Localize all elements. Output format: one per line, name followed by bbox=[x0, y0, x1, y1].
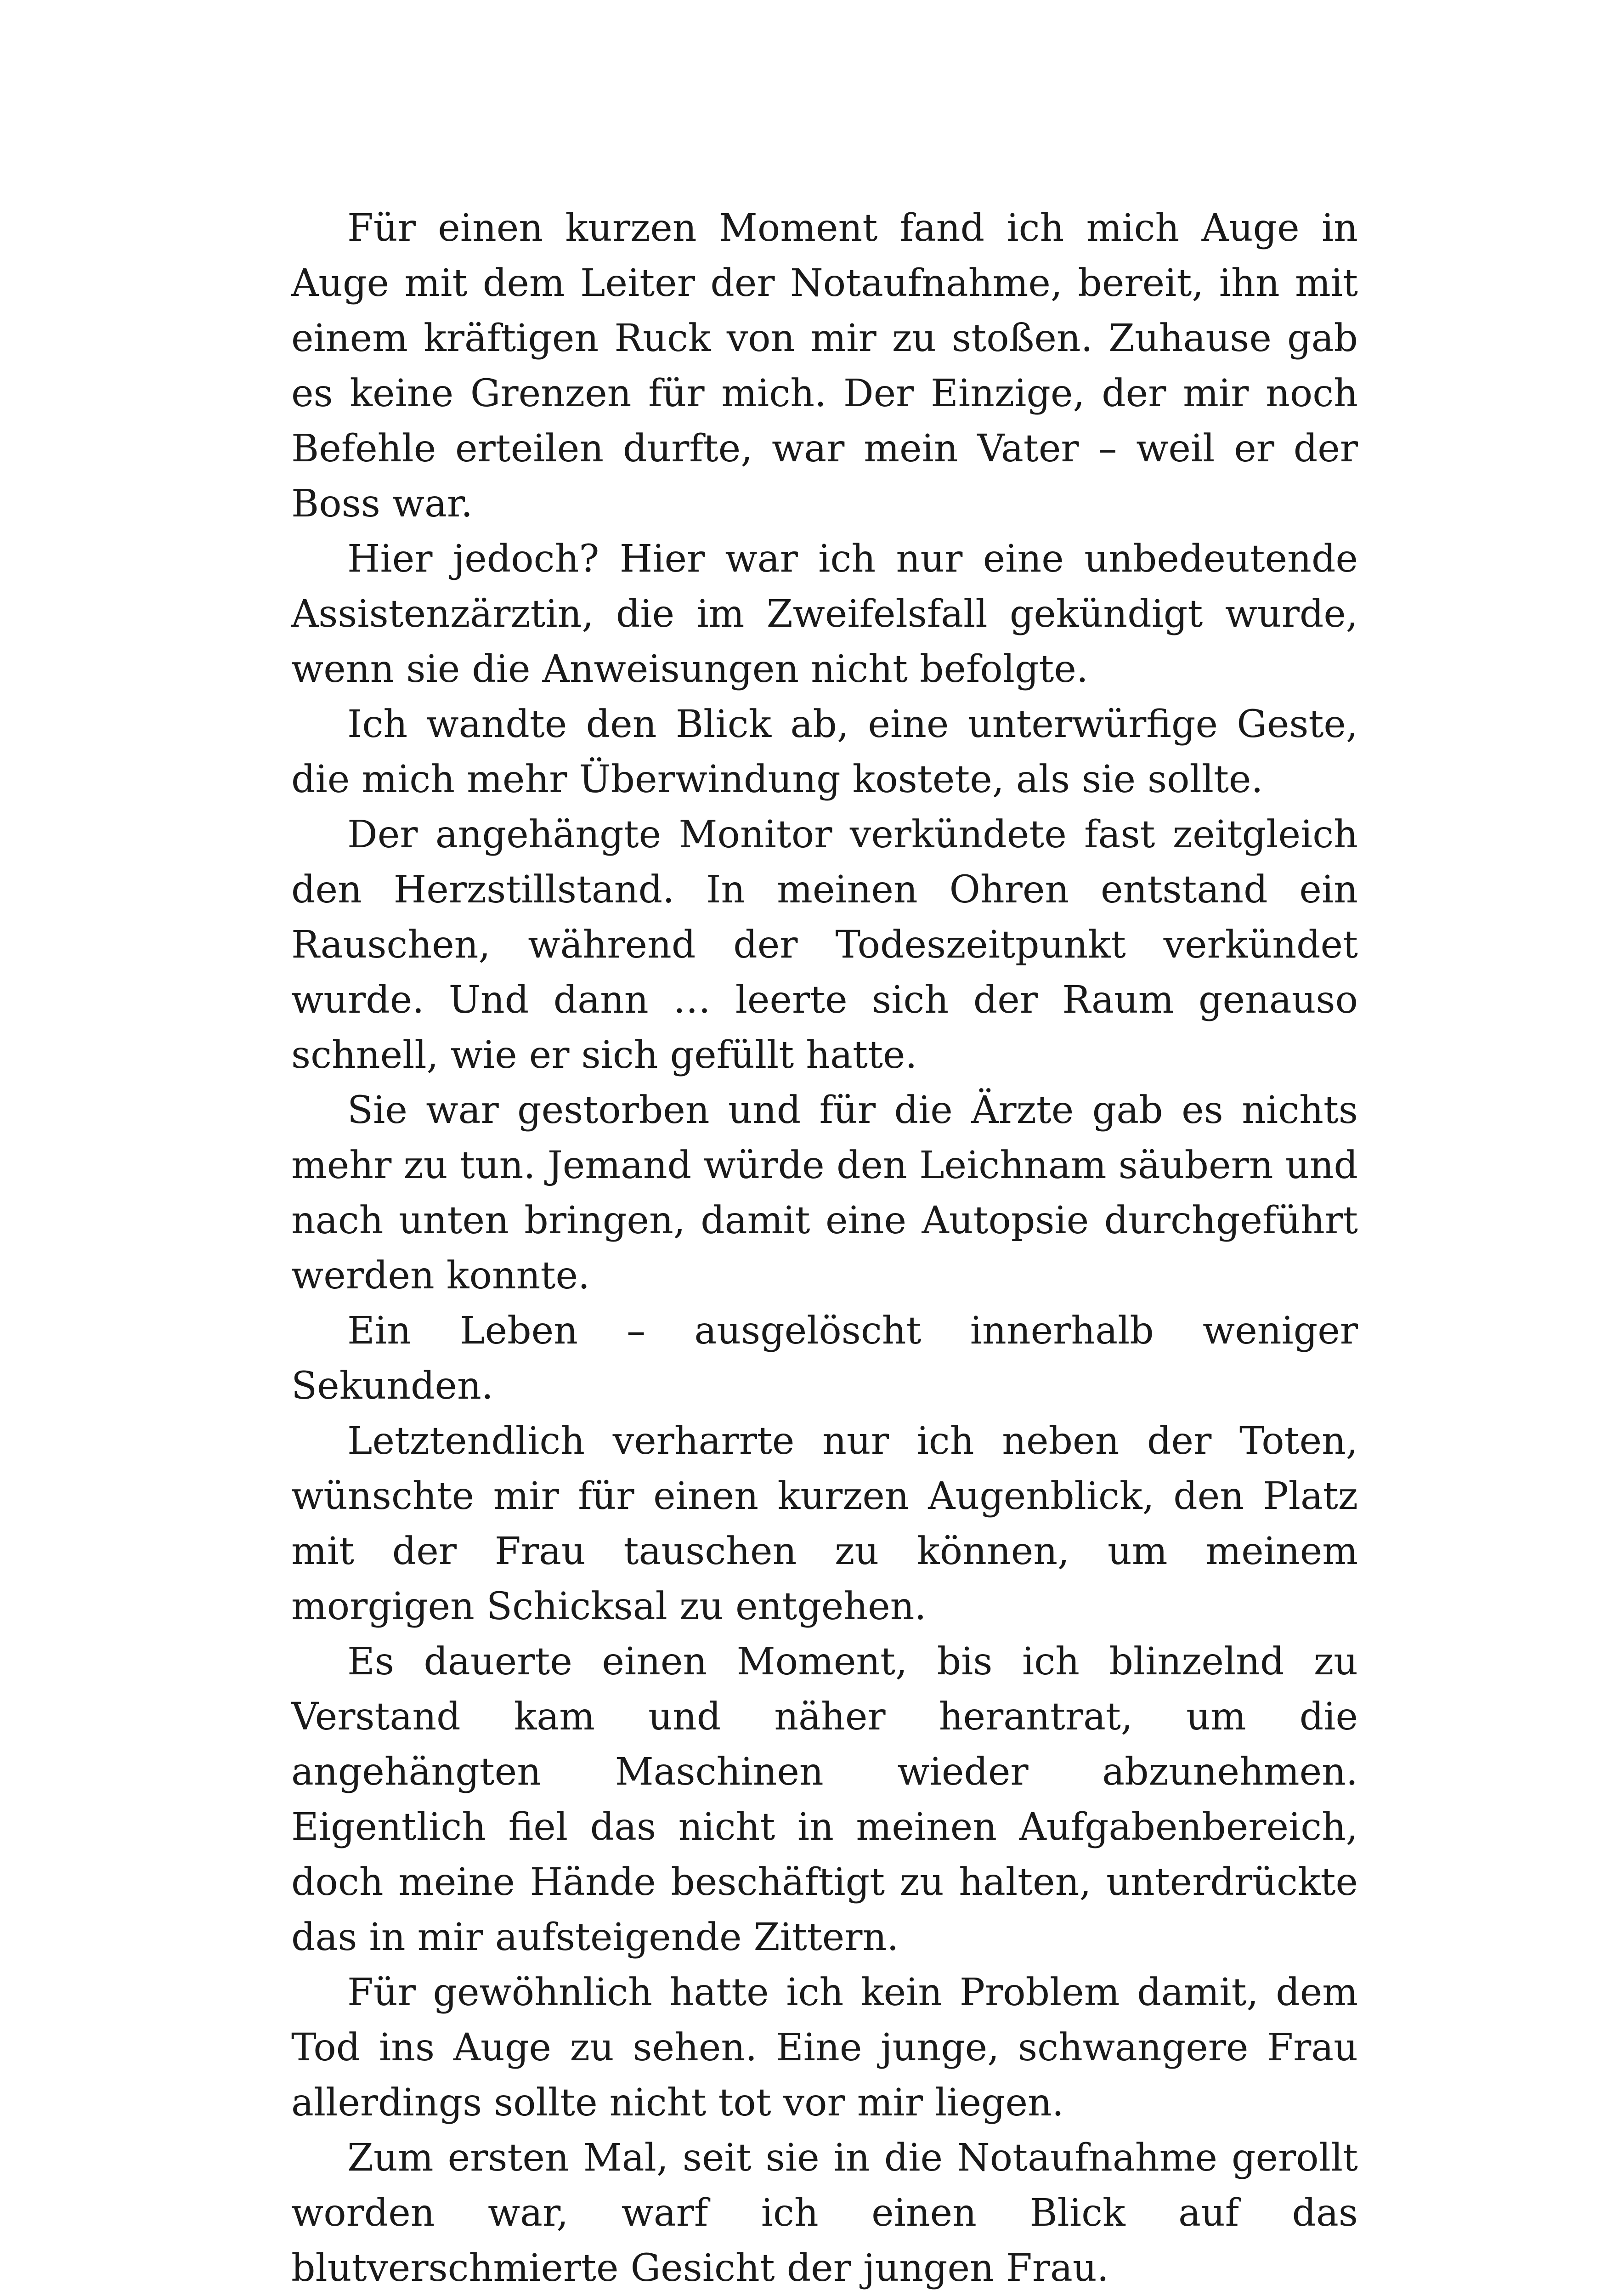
paragraph: Sie war gestorben und für die Ärzte gab es nichts mehr zu tun. Jemand würde den Leichnam säubern und nach unten bringen, damit eine Autopsie durchgeführt werden konnte. bbox=[291, 1088, 1358, 1298]
paragraph: Letztendlich verharrte nur ich neben der Toten, wünschte mir für einen kurzen Augenblick, den Platz mit der Frau tauschen zu können, um meinem morgigen Schicksal zu entgehen. bbox=[291, 1419, 1358, 1628]
paragraph: Für gewöhnlich hatte ich kein Problem damit, dem Tod ins Auge zu sehen. Eine junge, schwangere Frau allerdings sollte nicht tot vor mir liegen. bbox=[291, 1971, 1358, 2125]
paragraph: Für einen kurzen Moment fand ich mich Auge in Auge mit dem Leiter der Notaufnahme, bereit, ihn mit einem kräftigen Ruck von mir zu stoßen. Zuhause gab es keine Grenzen für mich. Der Einzige, der mir noch Befehle erteilen durfte, war mein Vater – weil er der Boss war. bbox=[291, 206, 1358, 526]
body-text bbox=[291, 201, 1358, 2296]
paragraph: Der angehängte Monitor verkündete fast zeitgleich den Herzstillstand. In meinen Ohren entstand ein Rauschen, während der Todeszeitpunkt verkündet wurde. Und dann … leerte sich der Raum genauso schnell, wie er sich gefüllt hatte. bbox=[291, 813, 1358, 1077]
paragraph: Es dauerte einen Moment, bis ich blinzelnd zu Verstand kam und näher herantrat, um die angehängten Maschinen wieder abzunehmen. Eigentlich fiel das nicht in meinen Aufgabenbereich, doch meine Hände beschäftigt zu halten, unterdrückte das in mir aufsteigende Zittern. bbox=[291, 1640, 1358, 1959]
paragraph: Zum ersten Mal, seit sie in die Notaufnahme gerollt worden war, warf ich einen Blick auf das blutverschmierte Gesicht der jungen Frau. bbox=[291, 2136, 1358, 2290]
paragraph: Ich wandte den Blick ab, eine unterwürfige Geste, die mich mehr Überwindung kostete, als sie sollte. bbox=[291, 703, 1358, 801]
paragraph: Ein Leben – ausgelöscht innerhalb weniger Sekunden. bbox=[291, 1309, 1358, 1408]
paragraph: Hier jedoch? Hier war ich nur eine unbedeutende Assistenzärztin, die im Zweifelsfall gekündigt wurde, wenn sie die Anweisungen nicht befolgte. bbox=[291, 537, 1358, 691]
